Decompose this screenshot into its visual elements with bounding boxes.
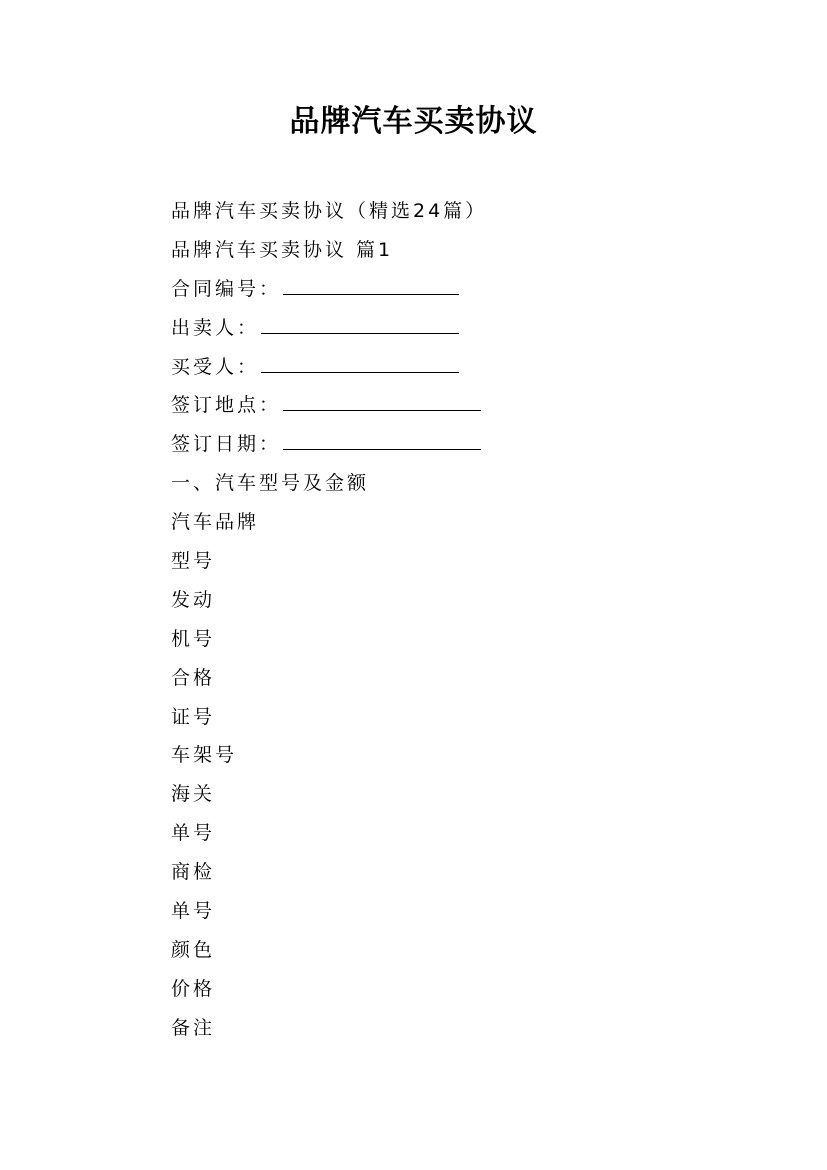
- buyer-label: 买受人：: [171, 355, 260, 378]
- sign-place-row: [171, 386, 771, 425]
- document-subtitle: 品牌汽车买卖协议（精选24篇）: [171, 200, 488, 222]
- sign-date-label: 签订日期：: [171, 433, 282, 456]
- table-item: 证号: [171, 705, 216, 728]
- document-body: [171, 192, 771, 1048]
- table-item: 发动: [171, 588, 216, 611]
- table-item: 单号: [171, 822, 216, 845]
- buyer-row: [171, 348, 771, 387]
- table-item: 商检: [171, 861, 216, 884]
- sign-place-blank: [283, 410, 481, 411]
- table-item: 单号: [171, 900, 216, 923]
- seller-label: 出卖人：: [171, 316, 260, 339]
- contract-number-row: [171, 270, 771, 309]
- table-item: 海关: [171, 783, 216, 806]
- table-item: 机号: [171, 627, 216, 650]
- contract-number-label: 合同编号：: [171, 277, 282, 300]
- sign-date-blank: [283, 449, 481, 450]
- table-item: 车架号: [171, 744, 238, 767]
- table-item: 备注: [171, 1016, 216, 1039]
- sign-date-row: [171, 425, 771, 464]
- document-title: 品牌汽车买卖协议: [289, 104, 538, 139]
- table-item: 颜色: [171, 938, 216, 961]
- clause-1-heading: 一、汽车型号及金额: [171, 472, 370, 495]
- table-item: 价格: [171, 977, 216, 1000]
- buyer-blank: [261, 372, 459, 373]
- table-item: 合格: [171, 666, 216, 689]
- seller-row: [171, 309, 771, 348]
- table-item: 型号: [171, 550, 216, 573]
- section-heading: 品牌汽车买卖协议 篇1: [171, 238, 394, 261]
- sign-place-label: 签订地点：: [171, 394, 282, 417]
- table-item: 汽车品牌: [171, 511, 260, 534]
- seller-blank: [261, 333, 459, 334]
- contract-number-blank: [283, 294, 459, 295]
